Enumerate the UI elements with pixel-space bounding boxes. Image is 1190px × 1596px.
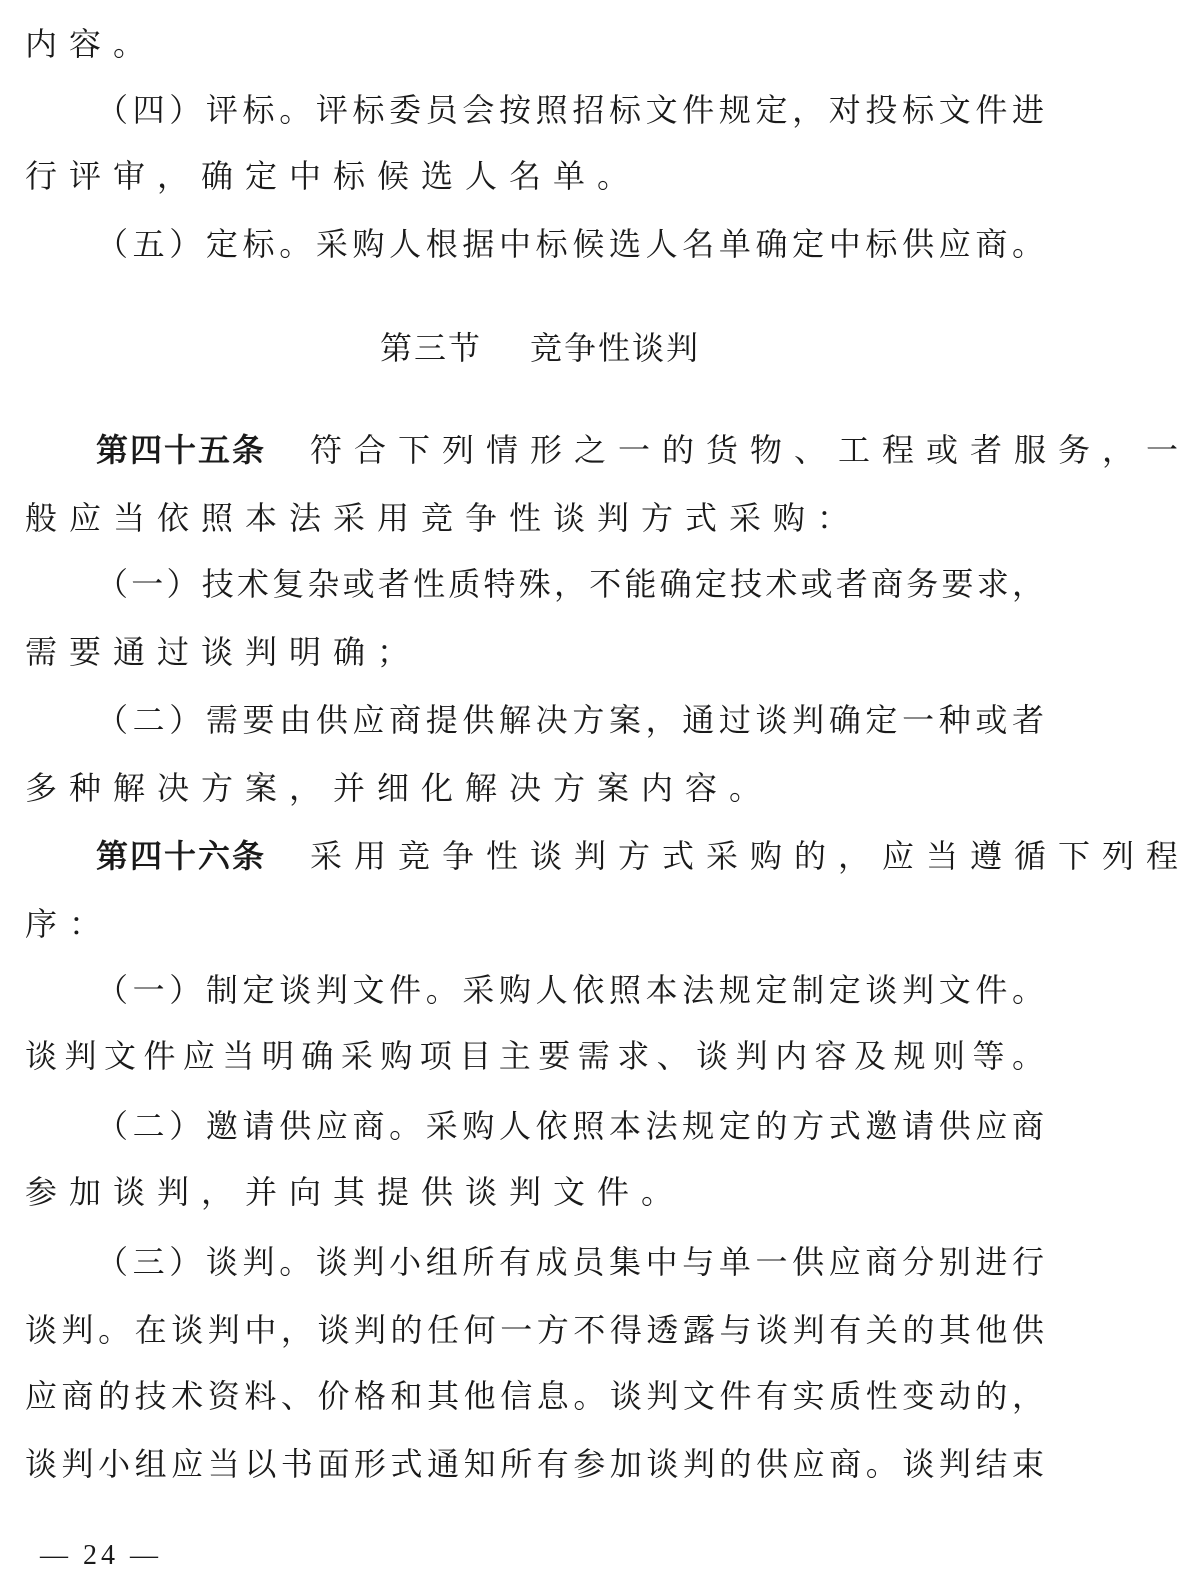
- text-line: 行评审，确定中标候选人名单。: [25, 157, 642, 195]
- text-line: 应商的技术资料、价格和其他信息。谈判文件有实质性变动的，: [25, 1377, 1044, 1415]
- text-line: 谈判文件应当明确采购项目主要需求、谈判内容及规则等。: [25, 1037, 1044, 1075]
- text-line: 谈判。在谈判中，谈判的任何一方不得透露与谈判有关的其他供: [25, 1311, 1044, 1349]
- section-heading: [0, 322, 1080, 374]
- text-line: （四）评标。评标委员会按照招标文件规定，对投标文件进: [96, 91, 1044, 129]
- text-line: （五）定标。采购人根据中标候选人名单确定中标供应商。: [96, 225, 1044, 263]
- article-46-text: 采用竞争性谈判方式采购的，应当遵循下列程: [310, 837, 1190, 875]
- text-line: （一）技术复杂或者性质特殊，不能确定技术或者商务要求，: [96, 565, 1044, 603]
- section-label: 第三节: [379, 329, 482, 367]
- text-line: 多种解决方案，并细化解决方案内容。: [25, 769, 774, 807]
- text-line: 内容。: [25, 25, 158, 63]
- text-line: 序：: [25, 905, 114, 943]
- text-line: 般应当依照本法采用竞争性谈判方式采购：: [25, 499, 862, 537]
- article-45-label: 第四十五条: [96, 431, 267, 469]
- article-45-first-line: [96, 424, 1190, 476]
- text-line: （一）制定谈判文件。采购人依照本法规定制定谈判文件。: [96, 971, 1044, 1009]
- page-number: — 24 —: [40, 1540, 162, 1571]
- article-45-text: 符合下列情形之一的货物、工程或者服务，一: [310, 431, 1190, 469]
- text-line: 需要通过谈判明确；: [25, 633, 422, 671]
- article-46-first-line: [96, 830, 1190, 882]
- section-title: 竞争性谈判: [530, 329, 701, 367]
- text-line: （二）需要由供应商提供解决方案，通过谈判确定一种或者: [96, 701, 1044, 739]
- text-line: （三）谈判。谈判小组所有成员集中与单一供应商分别进行: [96, 1243, 1044, 1281]
- text-line: 参加谈判，并向其提供谈判文件。: [25, 1173, 686, 1211]
- text-line: 谈判小组应当以书面形式通知所有参加谈判的供应商。谈判结束: [25, 1445, 1044, 1483]
- article-46-label: 第四十六条: [96, 837, 267, 875]
- text-line: （二）邀请供应商。采购人依照本法规定的方式邀请供应商: [96, 1107, 1044, 1145]
